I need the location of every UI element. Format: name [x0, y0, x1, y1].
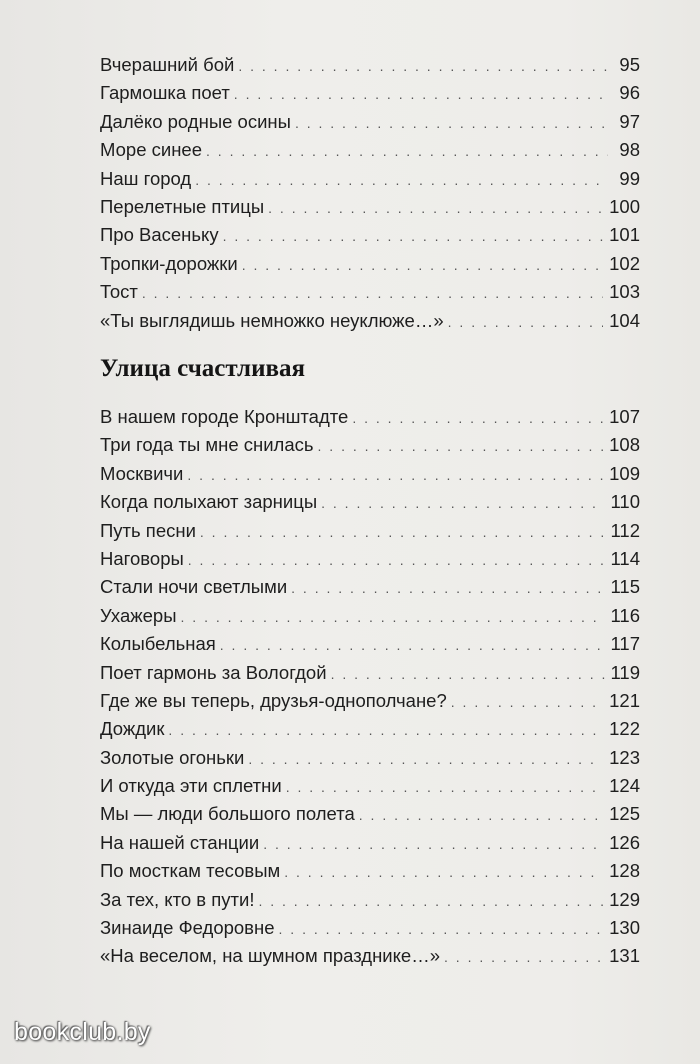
- entry-page-number: 114: [610, 547, 640, 569]
- entry-title: Наговоры: [100, 547, 184, 569]
- dot-leader: [242, 251, 603, 279]
- toc-entry: [100, 221, 640, 249]
- toc-entry: [100, 744, 640, 772]
- entry-page-number: 124: [609, 775, 640, 797]
- entry-title: Перелетные птицы: [100, 195, 265, 217]
- dot-leader: [291, 574, 604, 602]
- toc-entry: [100, 715, 640, 743]
- watermark: bookclub.by: [14, 1018, 151, 1046]
- entry-page-number: 128: [609, 860, 640, 882]
- toc-entry: [100, 488, 640, 516]
- toc-entry: [100, 659, 640, 687]
- entry-title: На нашей станции: [100, 831, 260, 853]
- dot-leader: [234, 80, 608, 108]
- entry-page-number: 116: [610, 604, 640, 626]
- entry-page-number: 96: [619, 82, 640, 104]
- dot-leader: [258, 887, 603, 915]
- dot-leader: [352, 404, 603, 432]
- entry-page-number: 107: [609, 406, 640, 427]
- entry-page-number: 103: [609, 281, 640, 303]
- dot-leader: [286, 773, 603, 801]
- entry-title: Мы — люди большого полета: [100, 803, 355, 825]
- entry-page-number: 117: [610, 633, 640, 655]
- entry-title: Путь песни: [100, 519, 196, 541]
- toc-entry: [100, 545, 640, 573]
- entry-page-number: 123: [609, 746, 640, 768]
- entry-title: Зинаиде Федоровне: [100, 917, 275, 939]
- dot-leader: [444, 943, 603, 971]
- toc-entry: [100, 772, 640, 800]
- dot-leader: [321, 489, 604, 517]
- entry-title: В нашем городе Кронштадте: [100, 406, 349, 427]
- entry-title: По мосткам тесовым: [100, 860, 281, 882]
- toc-entry: [100, 573, 640, 601]
- entry-page-number: 99: [619, 167, 640, 189]
- toc-entry: [100, 602, 640, 630]
- toc-entry: [100, 800, 640, 828]
- toc-entry: [100, 193, 640, 221]
- dot-leader: [318, 432, 604, 460]
- dot-leader: [181, 603, 605, 631]
- entry-title: Три года ты мне снилась: [100, 434, 314, 456]
- dot-leader: [268, 194, 603, 222]
- entry-page-number: 130: [609, 917, 640, 939]
- entry-title: Про Васеньку: [100, 224, 219, 246]
- entry-title: Гармошка поет: [100, 82, 230, 104]
- entry-title: «Ты выглядишь немножко неуклюже…»: [100, 309, 444, 331]
- toc-entry: [100, 307, 640, 335]
- toc-entry: [100, 250, 640, 278]
- entry-title: Когда полыхают зарницы: [100, 491, 318, 513]
- toc-list-section-b: [100, 403, 640, 971]
- toc-list-section-a: [100, 51, 640, 335]
- toc-entry: [100, 886, 640, 914]
- entry-page-number: 129: [609, 888, 640, 910]
- entry-page-number: 100: [609, 195, 640, 217]
- toc-entry: [100, 403, 640, 431]
- dot-leader: [187, 461, 603, 489]
- dot-leader: [279, 915, 604, 943]
- entry-page-number: 95: [619, 54, 640, 75]
- toc-entry: [100, 914, 640, 942]
- dot-leader: [223, 222, 604, 250]
- dot-leader: [142, 279, 603, 307]
- toc-entry: [100, 278, 640, 306]
- dot-leader: [359, 801, 603, 829]
- dot-leader: [263, 830, 603, 858]
- toc-entry: [100, 829, 640, 857]
- entry-title: Москвичи: [100, 462, 184, 484]
- entry-title: Наш город: [100, 167, 192, 189]
- toc-entry: [100, 460, 640, 488]
- toc-entry: [100, 517, 640, 545]
- dot-leader: [206, 137, 608, 165]
- entry-title: Колыбельная: [100, 633, 216, 655]
- entry-title: И откуда эти сплетни: [100, 775, 282, 797]
- dot-leader: [295, 109, 608, 137]
- toc-entry: [100, 687, 640, 715]
- entry-page-number: 98: [619, 139, 640, 161]
- dot-leader: [448, 308, 603, 336]
- entry-page-number: 109: [609, 462, 640, 484]
- entry-page-number: 112: [610, 519, 640, 541]
- entry-page-number: 104: [609, 309, 640, 331]
- dot-leader: [238, 52, 608, 80]
- dot-leader: [168, 716, 603, 744]
- entry-title: Далёко родные осины: [100, 110, 291, 132]
- entry-page-number: 115: [610, 576, 640, 598]
- entry-page-number: 110: [610, 491, 640, 513]
- dot-leader: [188, 546, 605, 574]
- entry-title: За тех, кто в пути!: [100, 888, 255, 910]
- dot-leader: [220, 631, 605, 659]
- toc-entry: [100, 857, 640, 885]
- entry-page-number: 97: [619, 110, 640, 132]
- section-heading: Улица счастливая: [100, 355, 306, 382]
- entry-title: Вчерашний бой: [100, 54, 235, 75]
- toc-entry: [100, 108, 640, 136]
- entry-page-number: 126: [609, 831, 640, 853]
- entry-page-number: 131: [609, 945, 640, 967]
- entry-title: «На веселом, на шумном празднике…»: [100, 945, 441, 967]
- entry-title: Поет гармонь за Вологдой: [100, 661, 327, 683]
- entry-title: Дождик: [100, 718, 165, 740]
- entry-page-number: 101: [609, 224, 640, 246]
- dot-leader: [195, 166, 608, 194]
- entry-title: Море синее: [100, 139, 203, 161]
- dot-leader: [451, 688, 603, 716]
- entry-page-number: 108: [609, 434, 640, 456]
- toc-entry: [100, 942, 640, 970]
- dot-leader: [284, 858, 603, 886]
- entry-title: Стали ночи светлыми: [100, 576, 288, 598]
- toc-entry: [100, 136, 640, 164]
- dot-leader: [248, 745, 603, 773]
- entry-page-number: 102: [609, 252, 640, 274]
- entry-page-number: 121: [609, 689, 640, 711]
- entry-title: Где же вы теперь, друзья-однополчане?: [100, 689, 447, 711]
- entry-title: Золотые огоньки: [100, 746, 245, 768]
- toc-entry: [100, 51, 640, 79]
- entry-title: Тропки-дорожки: [100, 252, 238, 274]
- toc-entry: [100, 630, 640, 658]
- toc-entry: [100, 79, 640, 107]
- toc-entry: [100, 165, 640, 193]
- entry-title: Тост: [100, 281, 138, 303]
- entry-title: Ухажеры: [100, 604, 177, 626]
- entry-page-number: 122: [609, 718, 640, 740]
- entry-page-number: 125: [609, 803, 640, 825]
- dot-leader: [200, 518, 605, 546]
- dot-leader: [331, 660, 605, 688]
- entry-page-number: 119: [610, 661, 640, 683]
- toc-entry: [100, 431, 640, 459]
